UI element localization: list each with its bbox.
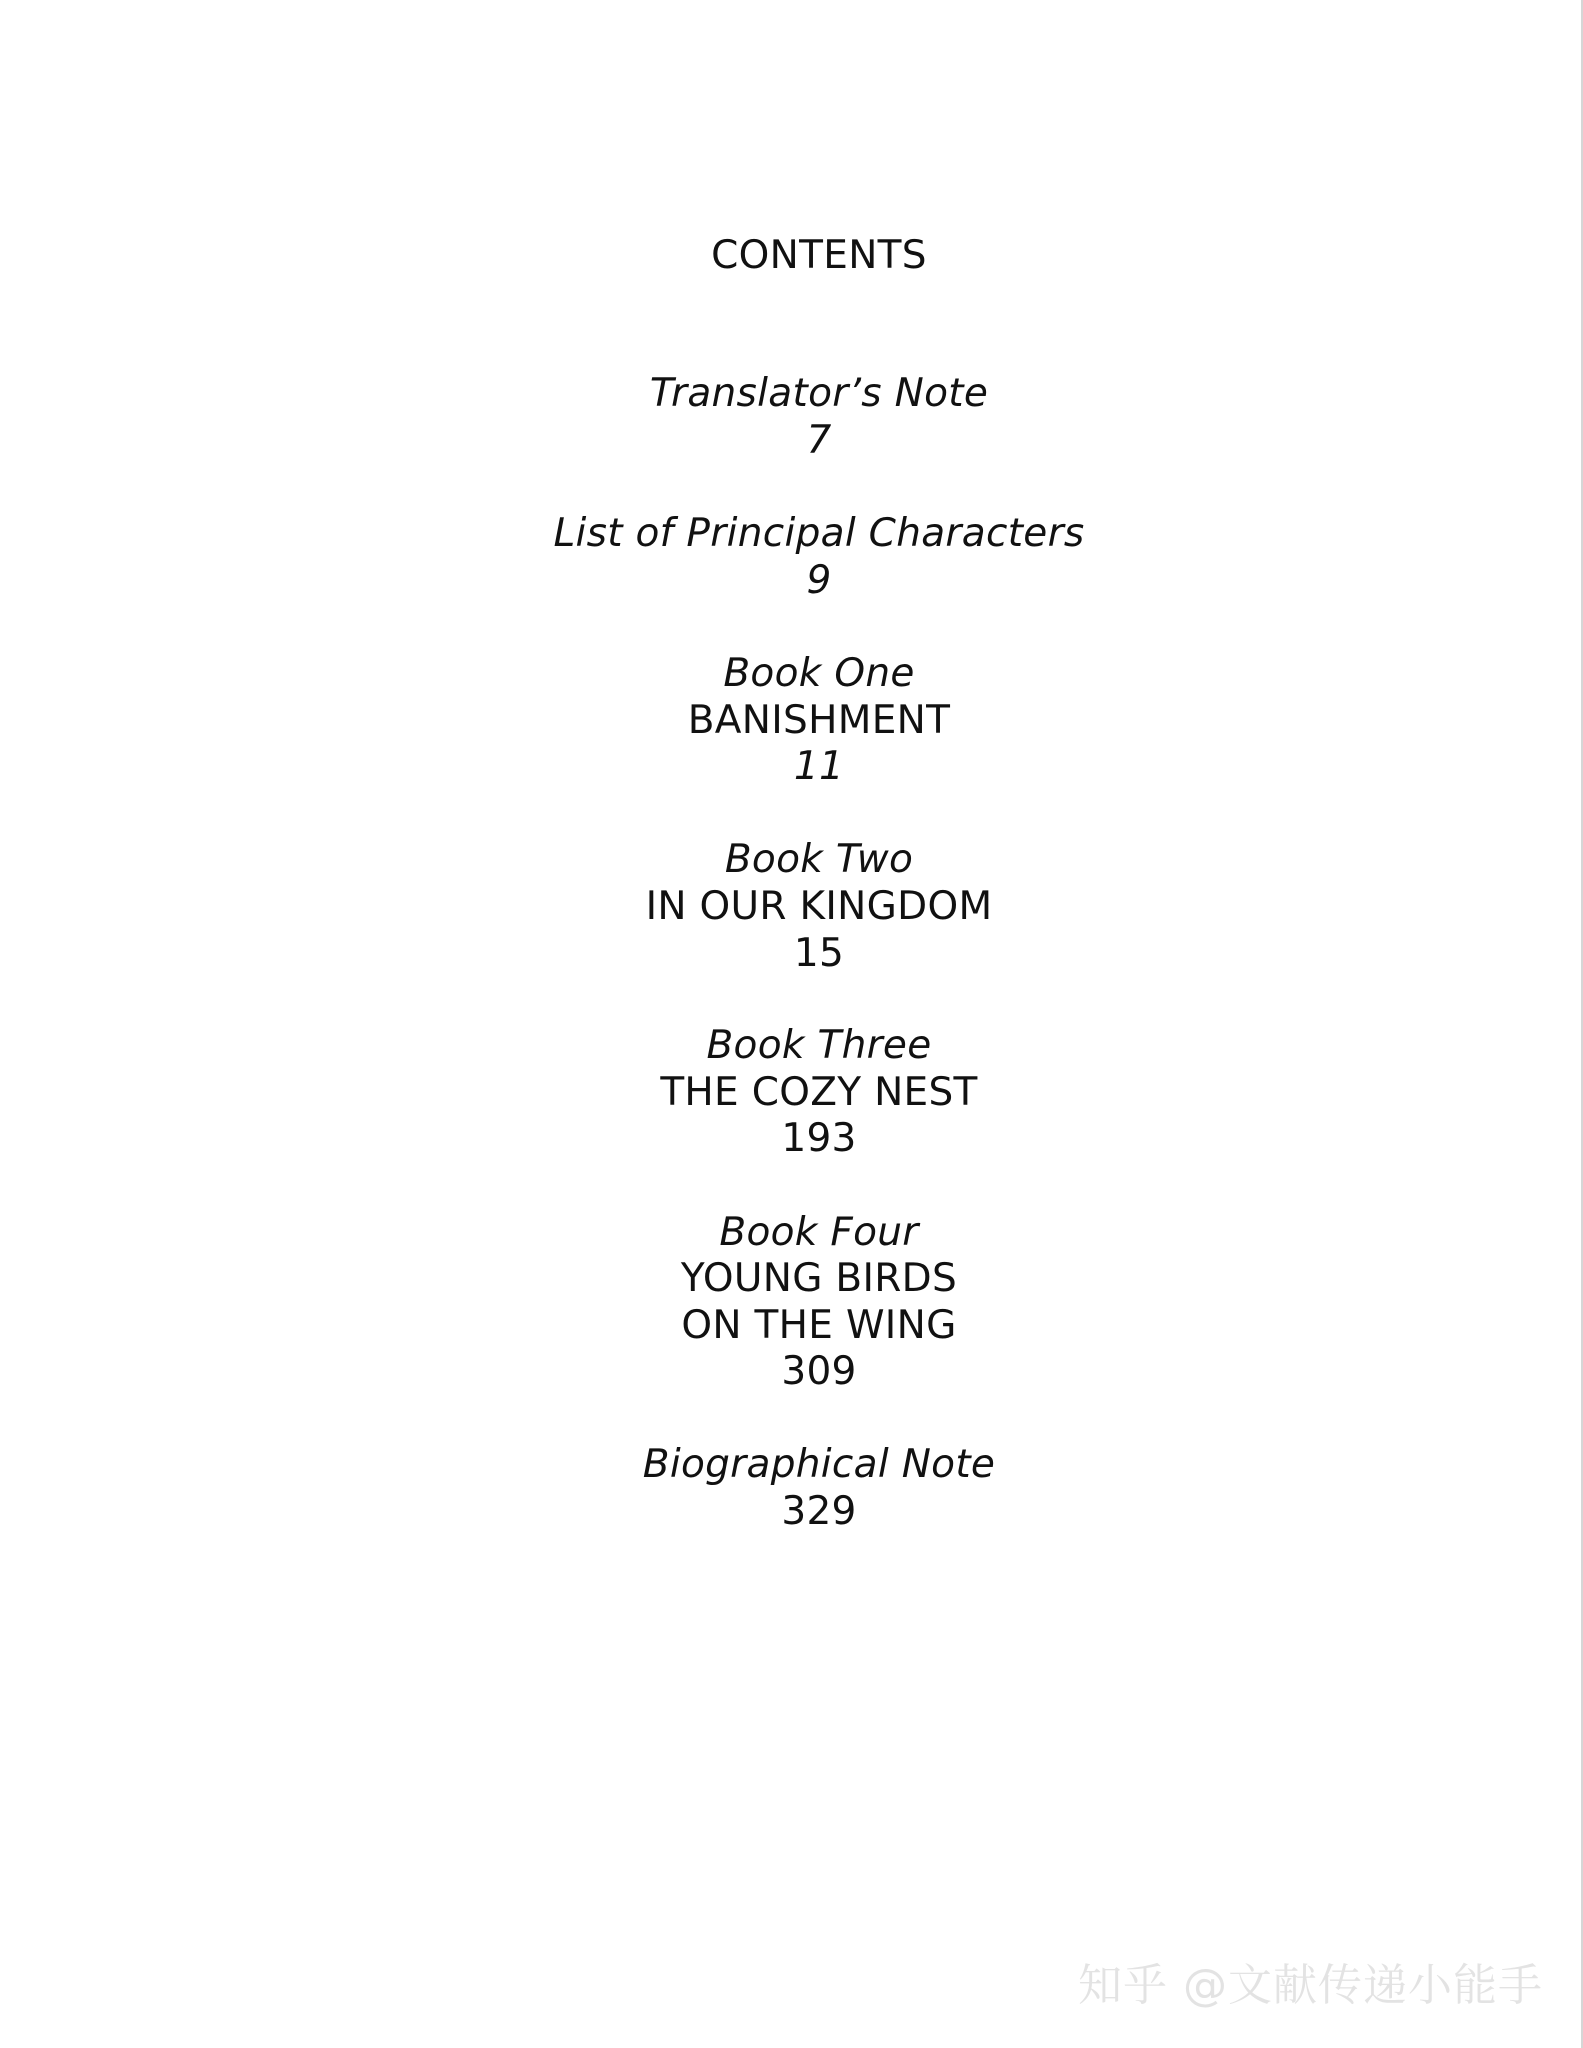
- translators-note-label: Translator’s Note: [649, 371, 989, 416]
- book-two-title: IN OUR KINGDOM: [645, 884, 993, 929]
- translators-note-page: 7: [806, 418, 832, 463]
- book-four-title-line1: YOUNG BIRDS: [680, 1256, 958, 1301]
- book-one-title: BANISHMENT: [687, 698, 951, 743]
- book-three-label: Book Three: [706, 1023, 932, 1068]
- book-four-title-line2: ON THE WING: [681, 1303, 957, 1348]
- biographical-note-label: Biographical Note: [642, 1442, 996, 1487]
- contents-heading: CONTENTS: [711, 233, 927, 278]
- book-three-title: THE COZY NEST: [660, 1070, 978, 1115]
- principal-characters-page: 9: [806, 558, 832, 603]
- book-three-page: 193: [781, 1116, 857, 1161]
- book-one-page: 11: [793, 744, 845, 789]
- book-two-page: 15: [793, 931, 845, 976]
- book-four-label: Book Four: [719, 1210, 919, 1255]
- book-one-label: Book One: [723, 651, 915, 696]
- biographical-note-page: 329: [781, 1489, 857, 1534]
- principal-characters-label: List of Principal Characters: [553, 511, 1085, 556]
- book-four-page: 309: [781, 1349, 857, 1394]
- zhihu-watermark: 知乎 @文献传递小能手: [1078, 1960, 1543, 2011]
- book-two-label: Book Two: [724, 837, 914, 882]
